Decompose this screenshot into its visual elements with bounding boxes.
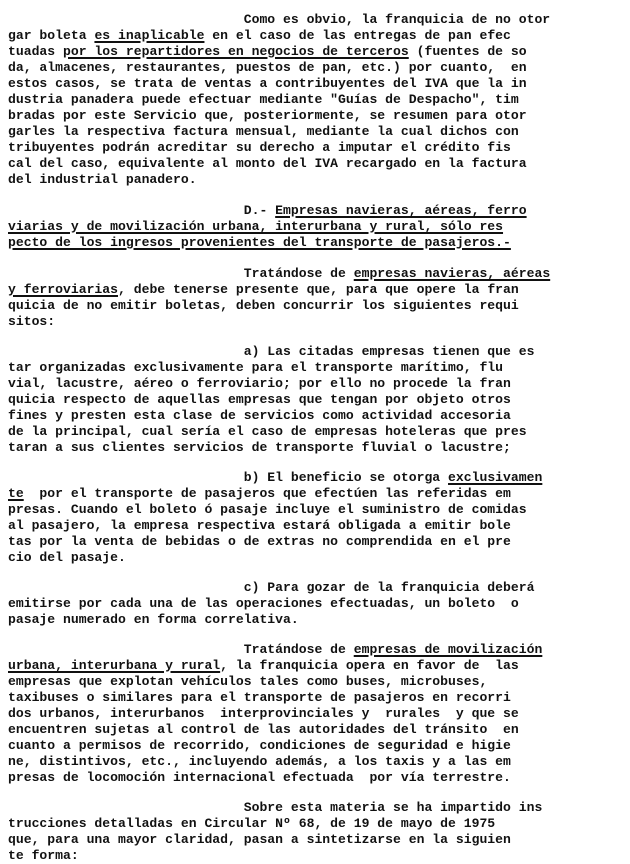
text-run: presas. Cuando el boleto ó pasaje incluye el suministro de comidas (8, 502, 527, 517)
text-line (8, 266, 550, 282)
text-line (8, 486, 511, 502)
text-run: taran a sus clientes servicios de transporte fluvial o lacustre; (8, 440, 511, 455)
text-line (8, 658, 519, 674)
text-run: dustria panadera puede efectuar mediante "Guías de Despacho", tim (8, 92, 519, 107)
text-run: dos urbanos, interurbanos interprovinciales y rurales y que se (8, 706, 519, 721)
text-line (8, 502, 527, 518)
text-line (8, 298, 519, 314)
text-line (8, 848, 79, 864)
text-line (8, 408, 511, 424)
underlined-text: por los repartidores en negocios de terceros (63, 44, 409, 59)
text-run: por el transporte de pasajeros que efectúen las referidas em (23, 486, 511, 501)
text-run: sitos: (8, 314, 56, 329)
text-run: ne, distintivos, etc., incluyendo además, a los taxis y a las em (8, 754, 511, 769)
text-run: cuanto a permisos de recorrido, condiciones de seguridad e higie (8, 738, 511, 753)
underlined-text: viarias y de movilización urbana, interurbana y rural, sólo res (8, 219, 504, 234)
text-run: D.- (8, 203, 276, 218)
text-run: cal del caso, equivalente al monto del IVA recargado en la factura (8, 156, 527, 171)
text-line (8, 690, 511, 706)
text-run: fines y presten esta clase de servicios como actividad accesoria (8, 408, 511, 423)
text-run: emitirse por cada una de las operaciones efectuadas, un boleto o (8, 596, 519, 611)
text-run: pasaje numerado en forma correlativa. (8, 612, 299, 627)
text-line (8, 518, 511, 534)
text-run: en el caso de las entregas de pan efec (204, 28, 511, 43)
text-run: Tratándose de (8, 642, 354, 657)
text-line (8, 800, 542, 816)
text-line (8, 60, 527, 76)
underlined-text: y ferroviarias (8, 282, 119, 297)
underlined-text: empresas navieras, aéreas (353, 266, 551, 281)
text-run: cio del pasaje. (8, 550, 126, 565)
text-line (8, 76, 527, 92)
text-run: que, para una mayor claridad, pasan a sintetizarse en la siguien (8, 832, 511, 847)
underlined-text: urbana, interurbana y rural (8, 658, 221, 673)
text-run: Sobre esta materia se ha impartido ins (8, 800, 543, 815)
text-line (8, 92, 519, 108)
text-line (8, 140, 511, 156)
text-line (8, 156, 527, 172)
text-line (8, 754, 511, 770)
text-run: de la principal, cual sería el caso de empresas hoteleras que pres (8, 424, 527, 439)
text-run: tar organizadas exclusivamente para el transporte marítimo, flu (8, 360, 504, 375)
text-run: taxibuses o similares para el transporte de pasajeros en recorri (8, 690, 511, 705)
text-run: bradas por este Servicio que, posteriormente, se resumen para otor (8, 108, 527, 123)
underlined-text: Empresas navieras, aéreas, ferro (275, 203, 527, 218)
text-line (8, 344, 534, 360)
text-run: Tratándose de (8, 266, 354, 281)
text-line (8, 12, 550, 28)
text-run: quicia respecto de aquellas empresas que tengan por objeto otros (8, 392, 511, 407)
text-line (8, 816, 495, 832)
text-line (8, 108, 527, 124)
text-line (8, 203, 527, 219)
text-run: estos casos, se trata de ventas a contribuyentes del IVA que la in (8, 76, 527, 91)
text-run: tas por la venta de bebidas o de extras no comprendida en el pre (8, 534, 511, 549)
text-line (8, 282, 519, 298)
text-line (8, 596, 519, 612)
text-line (8, 219, 503, 235)
text-line (8, 674, 487, 690)
text-line (8, 235, 511, 251)
text-run: tuadas (8, 44, 64, 59)
text-line (8, 314, 55, 330)
text-line (8, 612, 299, 628)
text-run: encuentren sujetas al control de las autoridades del tránsito en (8, 722, 519, 737)
text-run: gar boleta (8, 28, 95, 43)
text-line (8, 580, 534, 596)
text-run: , la franquicia opera en favor de las (220, 658, 519, 673)
text-line (8, 534, 511, 550)
text-run: vial, lacustre, aéreo o ferroviario; por ello no procede la fran (8, 376, 511, 391)
text-run: c) Para gozar de la franquicia deberá (8, 580, 535, 595)
text-line (8, 738, 511, 754)
text-line (8, 124, 519, 140)
text-line (8, 440, 511, 456)
text-line (8, 550, 126, 566)
text-line (8, 722, 519, 738)
text-run: presas de locomoción internacional efectuada por vía terrestre. (8, 770, 511, 785)
text-run: al pasajero, la empresa respectiva estará obligada a emitir bole (8, 518, 511, 533)
text-line (8, 770, 511, 786)
text-run: del industrial panadero. (8, 172, 197, 187)
text-line (8, 832, 511, 848)
text-run: te forma: (8, 848, 79, 863)
text-run: trucciones detalladas en Circular Nº 68, de 19 de mayo de 1975 (8, 816, 496, 831)
underlined-text: te (8, 486, 24, 501)
text-line (8, 376, 511, 392)
underlined-text: empresas de movilización (353, 642, 543, 657)
text-run: (fuentes de so (408, 44, 527, 59)
text-line (8, 172, 197, 188)
text-line (8, 28, 511, 44)
text-run: a) Las citadas empresas tienen que es (8, 344, 535, 359)
text-line (8, 360, 503, 376)
text-run: tribuyentes podrán acreditar su derecho a imputar el crédito fis (8, 140, 511, 155)
underlined-text: es inaplicable (94, 28, 205, 43)
text-run: Como es obvio, la franquicia de no otor (8, 12, 551, 27)
text-line (8, 470, 542, 486)
text-run: garles la respectiva factura mensual, mediante la cual dichos con (8, 124, 519, 139)
text-run: da, almacenes, restaurantes, puestos de pan, etc.) por cuanto, en (8, 60, 527, 75)
text-line (8, 44, 527, 60)
underlined-text: pecto de los ingresos provenientes del transporte de pasajeros.- (8, 235, 511, 250)
text-run: quicia de no emitir boletas, deben concurrir los siguientes requi (8, 298, 519, 313)
underlined-text: exclusivamen (448, 470, 543, 485)
text-line (8, 706, 519, 722)
text-run: b) El beneficio se otorga (8, 470, 449, 485)
text-run: empresas que explotan vehículos tales como buses, microbuses, (8, 674, 488, 689)
text-line (8, 642, 542, 658)
text-line (8, 424, 527, 440)
text-run: , debe tenerse presente que, para que opere la fran (118, 282, 519, 297)
text-line (8, 392, 511, 408)
